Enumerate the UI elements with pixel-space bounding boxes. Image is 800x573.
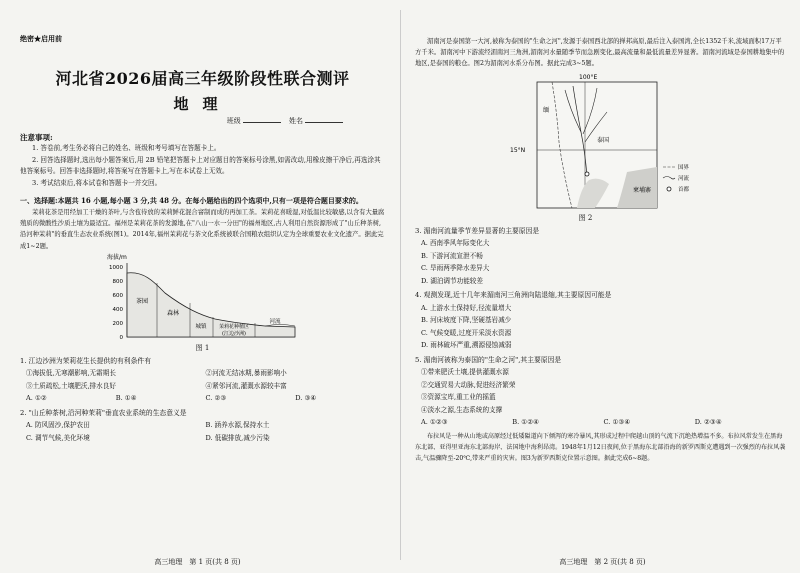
q3-option-a[interactable]: A. 西南季风年际变化大	[421, 239, 490, 248]
q2-option-d[interactable]: D. 低碳排放,减少污染	[205, 433, 270, 442]
q5-item: ②交通贸易大动脉,促进经济繁荣	[421, 380, 516, 389]
q5-item: ①带来肥沃土壤,提供灌溉水源	[421, 368, 509, 377]
question-3-options	[415, 237, 786, 287]
q1-item: ②河流无结冰期,暴雨影响小	[205, 369, 287, 378]
exam-title: 河北省2026届高三年级阶段性联合测评	[55, 69, 350, 88]
fig1-ytick: 800	[112, 278, 123, 285]
q1-item: ④紧邻河流,灌溉水源较丰富	[205, 381, 287, 390]
q3-option-d[interactable]: D. 湖泊调节功能较差	[421, 276, 483, 285]
question-2-options	[20, 419, 385, 444]
fig1-yticks	[109, 265, 124, 341]
figure-2	[477, 72, 707, 217]
question-5-items	[415, 366, 786, 416]
passage-1: 茉莉花茶是用经加工干燥的茶叶,与含苞待放的茉莉鲜花混合窨制而成的再加工茶。茉莉花喜暖湿,对低温比较敏感,以含有大量腐殖质的微酸性沙质土壤为最适宜。福州是茉莉花茶的发源地,在"八山一水一分田"的福州地区,古人利用自然资源形成了"山丘种茶树,沿河种茉莉"的垂直生态农业系统(图1)。2014年,福州茉莉花与茶文化系统被联合国粮农组织认定为全球重要农业文化遗产。据此完成1~2题。	[20, 209, 385, 250]
subject-title: 地理	[173, 95, 232, 113]
secret-label: 绝密★启用前	[20, 34, 62, 43]
q4-option-b[interactable]: B. 河床坡度下降,坚硬基岩减少	[421, 316, 512, 325]
question-4-options	[415, 302, 786, 352]
q5-option-a[interactable]: A. ①②③	[421, 418, 448, 427]
section-header: 一、选择题:本题共 16 小题,每小题 3 分,共 48 分。在每小题给出的四个选项中,只有一项是符合题目要求的。	[20, 196, 363, 205]
name-blank[interactable]	[305, 122, 343, 123]
class-label: 班级	[226, 117, 241, 125]
q3-option-b[interactable]: B. 下游河流宣泄不畅	[421, 251, 483, 260]
fig1-ytick: 400	[112, 306, 123, 313]
question-2-stem: 2. "山丘种茶树,沿河种茉莉"垂直农业系统的生态意义是	[20, 408, 187, 417]
right-page	[405, 0, 800, 573]
fig2-country-thailand: 泰国	[597, 136, 610, 144]
q1-option-d[interactable]: D. ③④	[295, 394, 317, 403]
fig2-capital	[585, 172, 589, 176]
notice-title: 注意事项:	[20, 133, 53, 142]
question-1-items	[20, 367, 385, 392]
q4-option-d[interactable]: D. 雨林破坏严重,溯源侵蚀减弱	[421, 341, 512, 350]
fig1-ytick: 0	[119, 334, 123, 341]
question-3-stem: 3. 湄南河流量季节差异显著的主要原因是	[415, 226, 540, 235]
fig2-country-burma: 缅	[543, 106, 550, 114]
passage-2: 湄南河是泰国第一大河,被称为泰国的"生命之河",发源于泰国西北部的掸邦高原,最后注入泰国湾,全长1352千米,流域面积17万平方千米。湄南河中下游流经湄南河三角洲,湄南河水量随季节而急剧变化,最高流量和最低流量差异显著。湄南河流域是泰国耕地集中的地区,是泰国的粮仓。图2为湄南河水系分布图。据此完成3~5题。	[415, 38, 785, 68]
footer-left: 高三地理 第 1 页(共 8 页)	[154, 558, 241, 566]
fig2-lon-label: 100°E	[579, 73, 598, 81]
q5-option-d[interactable]: D. ②③④	[694, 418, 722, 427]
fig2-lat-label: 15°N	[510, 146, 526, 154]
q5-item: ④淡水之源,生态系统的支撑	[421, 405, 503, 414]
q3-option-c[interactable]: C. 旱雨两季降水差异大	[421, 264, 490, 273]
q2-option-c[interactable]: C. 调节气候,美化环境	[26, 433, 90, 442]
footer-right: 高三地理 第 2 页(共 8 页)	[559, 558, 646, 566]
fig1-ylabel: 海拔/m	[107, 253, 127, 261]
fig1-ytick: 200	[112, 320, 123, 327]
question-4-stem: 4. 观测发现,近十几年来湄南河三角洲向陆退缩,其主要原因可能是	[415, 291, 612, 300]
notice-item-1: 1. 答卷前,考生务必将自己的姓名、班级和考号填写在答题卡上。	[32, 144, 221, 152]
q5-option-b[interactable]: B. ①②④	[512, 418, 540, 427]
fig1-zone-forest: 森林	[166, 309, 180, 317]
question-5-options	[415, 416, 786, 429]
q1-item: ①海拔低,无寒潮影响,无霜期长	[26, 369, 116, 378]
q2-option-a[interactable]: A. 防风固沙,保护农田	[26, 421, 90, 430]
class-blank[interactable]	[243, 122, 281, 123]
fig1-zone-tea: 茶园	[135, 297, 149, 305]
notice-item-2: 2. 回答选择题时,选出每小题答案后,用 2B 铅笔把答题卡上对应题目的答案标号涂黑,如需改动,用橡皮擦干净后,再选涂其他答案标号。回答非选择题时,将答案写在答题卡上,写在本试卷上无效。	[20, 155, 381, 175]
passage-3: 布拉风是一种从山地或高原经过低矮隘道向下倾泻的寒冷暴风,其形成过程中爬越山顶的气流下沉绝热增温不多。布拉风常发生在黑海东北部、亚得里亚海东北部海岸、法国地中海利昂湾。1948年1月12日夜间,位于黑海东北部沿海的新罗西斯克遭遇到一次强烈的布拉风袭击,气温骤降至-20℃,带来严重的灾害。图3为新罗西斯克位置示意图。据此完成6~8题。	[415, 432, 786, 462]
fig2-legend-river: 河流	[678, 175, 690, 182]
notice-item-3: 3. 考试结束后,将本试卷和答题卡一并交回。	[32, 178, 162, 187]
fig1-terrain	[127, 273, 295, 337]
question-1-options	[20, 392, 385, 405]
q5-option-c[interactable]: C. ①③④	[603, 418, 631, 427]
question-1-stem: 1. 江边沙洲为茉莉花生长提供的有利条件有	[20, 356, 151, 365]
fig2-legend-capital: 首都	[678, 186, 690, 193]
fig1-zone-jasmine: 茉莉花种植区(江边沙洲)	[218, 323, 250, 337]
fig2-country-cambodia: 柬埔寨	[633, 186, 652, 194]
fig2-legend-border: 国界	[678, 164, 690, 171]
q1-option-b[interactable]: B. ①④	[115, 394, 137, 403]
q4-option-a[interactable]: A. 上游水土保持好,径流量增大	[421, 303, 512, 312]
q1-option-c[interactable]: C. ②③	[205, 394, 227, 403]
name-label: 姓名	[289, 117, 303, 125]
q4-option-c[interactable]: C. 气候变暖,过度开采淡水资源	[421, 328, 512, 337]
question-5-stem: 5. 湄南河被称为泰国的"生命之河",其主要原因是	[415, 355, 562, 364]
fig1-zone-town: 城镇	[195, 323, 207, 330]
fig1-zone-river: 河流	[269, 318, 281, 325]
q1-item: ③土质疏松,土壤肥沃,排水良好	[26, 381, 116, 390]
figure-1-caption: 图 1	[195, 343, 210, 352]
figure-1	[105, 253, 305, 343]
q5-item: ③资源宝库,重工业的摇篮	[421, 393, 496, 402]
left-page	[0, 0, 395, 573]
q2-option-b[interactable]: B. 涵养水源,保持水土	[205, 421, 270, 430]
student-fields	[20, 116, 349, 126]
fig1-ytick: 600	[112, 292, 123, 299]
q1-option-a[interactable]: A. ①②	[26, 394, 47, 403]
fig1-ytick: 1000	[109, 264, 123, 271]
figure-2-caption: 图 2	[578, 213, 593, 222]
page-divider	[400, 10, 401, 560]
